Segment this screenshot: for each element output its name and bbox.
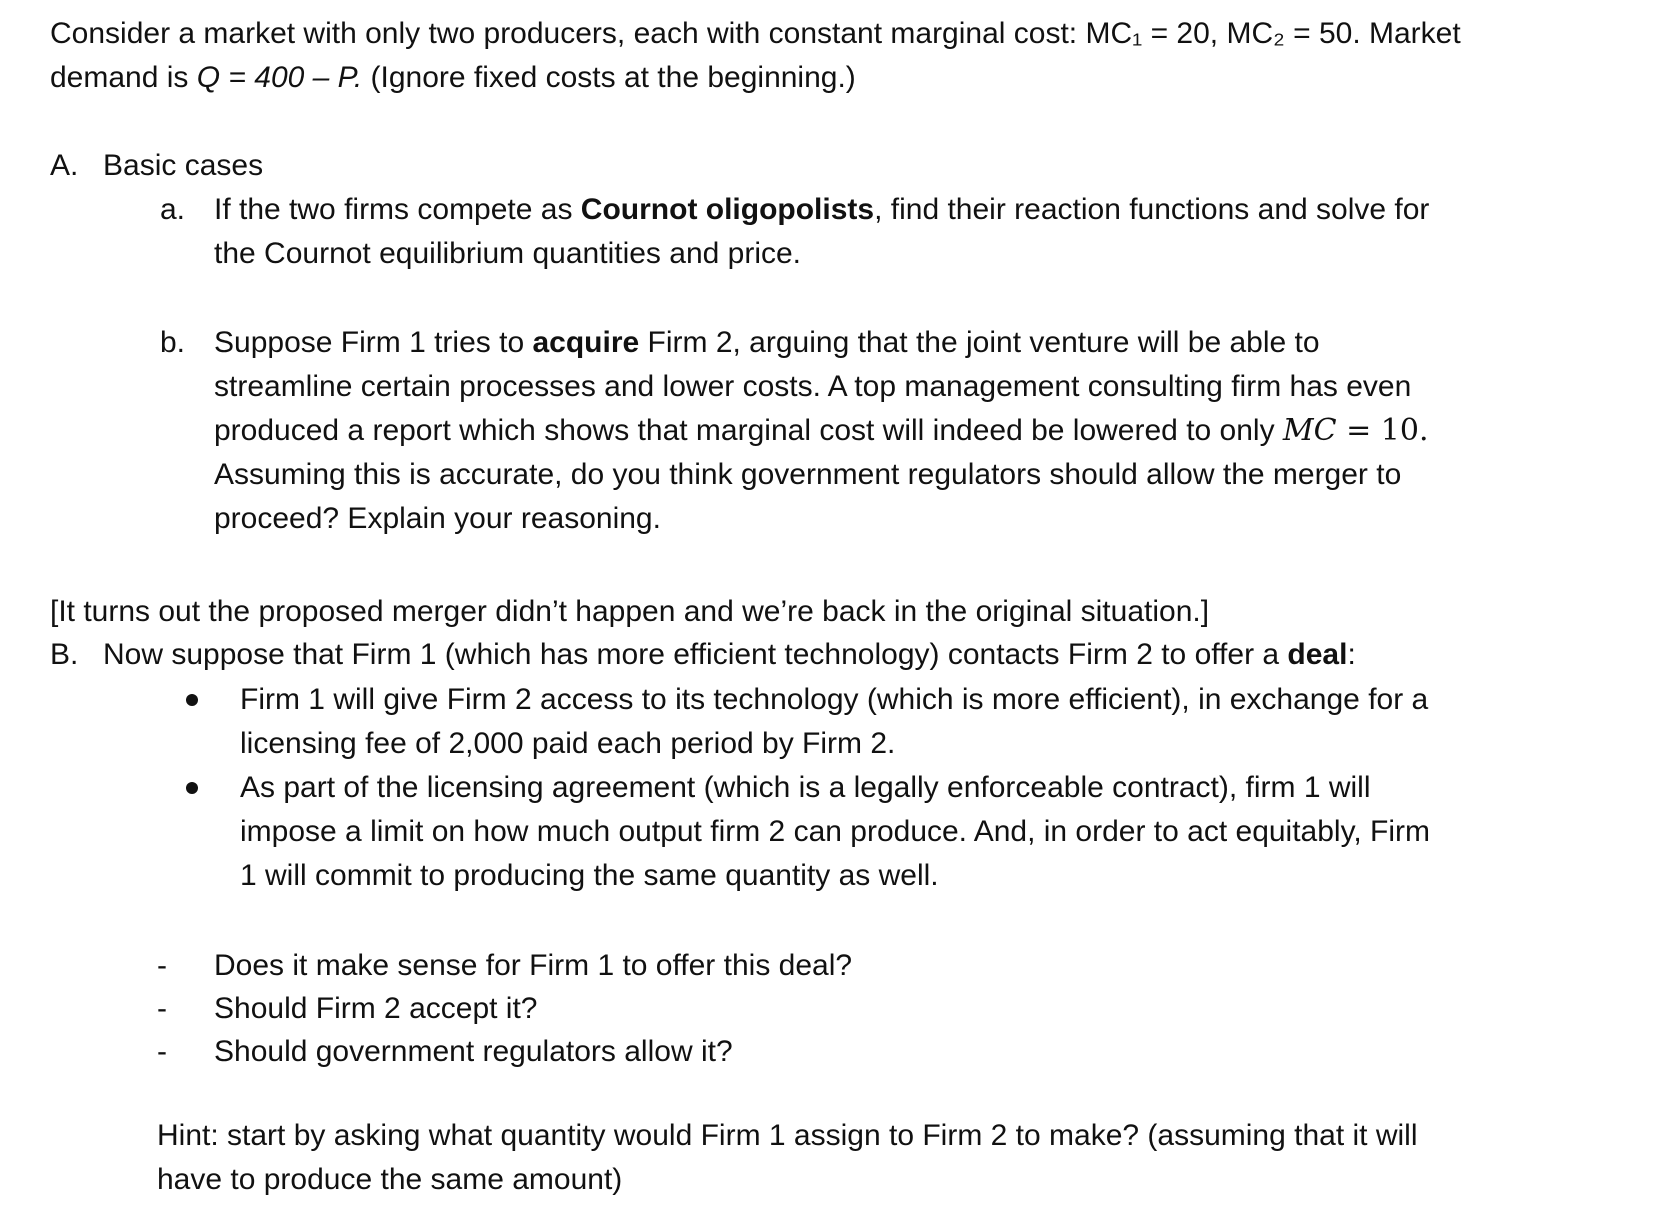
mc-variable: MC: [1282, 413, 1337, 448]
bullet-1-body: [240, 678, 1630, 766]
bullet-2-line-3: 1 will commit to producing the same quantity as well.: [240, 859, 939, 892]
acquire-bold: acquire: [532, 326, 640, 359]
question-a-body: [214, 188, 1614, 276]
intro-line-2: [50, 56, 1630, 100]
hint-line-1: Hint: start by asking what quantity would Firm 1 assign to Firm 2 to make? (assuming that it will: [157, 1119, 1418, 1152]
hint-paragraph: [157, 1114, 1617, 1202]
bullet-2-body: [240, 766, 1630, 898]
hint-line-2: have to produce the same amount): [157, 1163, 623, 1196]
section-a-title: Basic cases: [103, 149, 264, 182]
question-text: Should government regulators allow it?: [214, 1035, 733, 1068]
question-b-line-5: proceed? Explain your reasoning.: [214, 502, 661, 535]
question-b-body: [214, 321, 1614, 541]
section-b-post: :: [1347, 638, 1356, 671]
dash-marker: -: [157, 992, 167, 1025]
mc-value: = 10.: [1336, 413, 1429, 448]
question-b-line-1: [214, 321, 1614, 365]
question-a-marker: a.: [160, 193, 186, 226]
question-b-line-4: Assuming this is accurate, do you think government regulators should allow the merger to: [214, 458, 1402, 491]
mc-equation: [1283, 413, 1429, 448]
deal-bold: deal: [1287, 638, 1348, 671]
section-b-label: B.: [50, 638, 79, 671]
intro-line-2-pre: demand is: [50, 61, 197, 94]
bullet-dot-icon: [186, 694, 198, 706]
bullet-2-line-1: As part of the licensing agreement (which is a legally enforceable contract), firm 1 will: [240, 771, 1371, 804]
question-text: Does it make sense for Firm 1 to offer this deal?: [214, 949, 853, 982]
question-b-marker: b.: [160, 326, 186, 359]
section-b-heading: [50, 633, 1356, 677]
question-a-line-1: [214, 188, 1614, 232]
question-a-post: , find their reaction functions and solve for: [874, 193, 1430, 226]
question-a-line-2: the Cournot equilibrium quantities and price.: [214, 237, 802, 270]
question-b-l1-pre: Suppose Firm 1 tries to: [214, 326, 533, 359]
question-b-line-3: [214, 409, 1614, 453]
question-b-line-2: streamline certain processes and lower costs. A top management consulting firm has even: [214, 370, 1412, 403]
section-b-pre: Now suppose that Firm 1 (which has more efficient technology) contacts Firm 2 to offer a: [103, 638, 1288, 671]
dash-marker: -: [157, 1035, 167, 1068]
bullet-1-line-2: licensing fee of 2,000 paid each period by Firm 2.: [240, 727, 896, 760]
intro-line-2-post: (Ignore fixed costs at the beginning.): [362, 61, 856, 94]
demand-equation: Q = 400 – P.: [196, 61, 363, 94]
question-text: Should Firm 2 accept it?: [214, 992, 538, 1025]
bracket-note: [It turns out the proposed merger didn’t happen and we’re back in the original situation.]: [50, 595, 1210, 628]
dash-marker: -: [157, 949, 167, 982]
question-b-l3-pre: produced a report which shows that marginal cost will indeed be lowered to only: [214, 414, 1283, 447]
bullet-dot-icon: [186, 782, 198, 794]
intro-line-1: Consider a market with only two producers, each with constant marginal cost: MC₁ = 20, MC₂ = 50. Market: [50, 17, 1461, 50]
question-b-l1-post: Firm 2, arguing that the joint venture will be able to: [639, 326, 1320, 359]
section-a-heading: [50, 144, 263, 188]
bullet-1-line-1: Firm 1 will give Firm 2 access to its technology (which is more efficient), in exchange for a: [240, 683, 1429, 716]
bullet-2-line-2: impose a limit on how much output firm 2 can produce. And, in order to act equitably, Firm: [240, 815, 1431, 848]
section-a-label: A.: [50, 149, 79, 182]
intro-paragraph: [50, 12, 1630, 100]
cournot-bold: Cournot oligopolists: [580, 193, 875, 226]
question-a-pre: If the two firms compete as: [214, 193, 581, 226]
